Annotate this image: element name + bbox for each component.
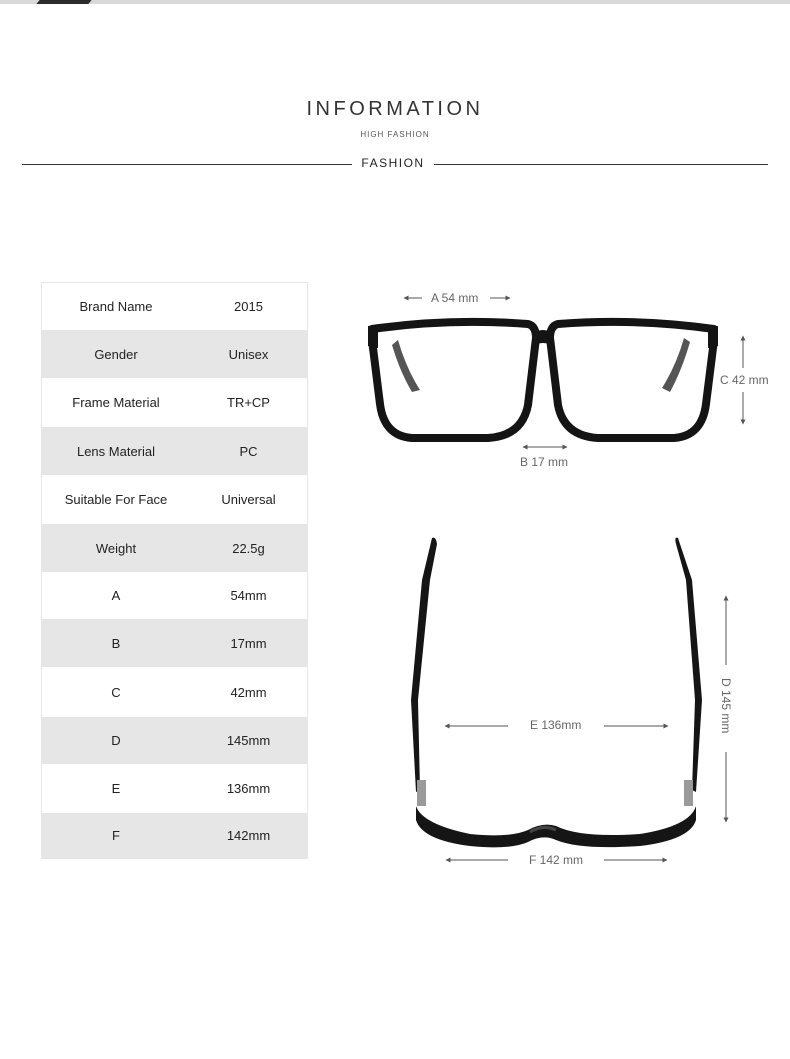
spec-value: 22.5g (232, 540, 265, 556)
front-view-glasses (368, 322, 718, 438)
spec-label: B (111, 635, 121, 651)
page-title: INFORMATION (306, 98, 484, 120)
dimension-a-label: A 54 mm (431, 291, 479, 305)
dimension-d-label: D 145 mm (719, 678, 733, 734)
spec-value: PC (239, 443, 258, 459)
dimension-e-label: E 136mm (530, 718, 582, 732)
spec-value: Unisex (228, 346, 269, 362)
spec-value: 145mm (226, 733, 271, 748)
spec-label: Suitable For Face (64, 492, 168, 507)
dimension-b-label: B 17 mm (520, 455, 569, 469)
spec-value: TR+CP (227, 395, 270, 410)
top-view-glasses (411, 538, 702, 848)
spec-label: Lens Material (76, 443, 156, 459)
spec-value: 54mm (230, 588, 267, 603)
spec-label: E (111, 781, 121, 796)
spec-value: 42mm (230, 684, 267, 700)
spec-value: Universal (221, 492, 276, 507)
spec-value: 2015 (234, 299, 263, 314)
spec-label: A (111, 588, 121, 603)
spec-value: 136mm (226, 781, 271, 796)
spec-label: Weight (95, 540, 137, 556)
spec-label: C (111, 684, 121, 700)
spec-label: F (112, 828, 120, 843)
section-label: FASHION (361, 156, 425, 170)
spec-label: Brand Name (79, 299, 153, 314)
spec-value: 17mm (230, 635, 267, 651)
page-subtitle: HIGH FASHION (360, 130, 430, 139)
spec-label: D (111, 733, 121, 748)
spec-label: Gender (94, 346, 138, 362)
spec-value: 142mm (226, 828, 271, 843)
spec-label: Frame Material (72, 395, 160, 410)
dimension-f-label: F 142 mm (529, 853, 584, 867)
dimension-c-label: C 42 mm (720, 373, 769, 387)
